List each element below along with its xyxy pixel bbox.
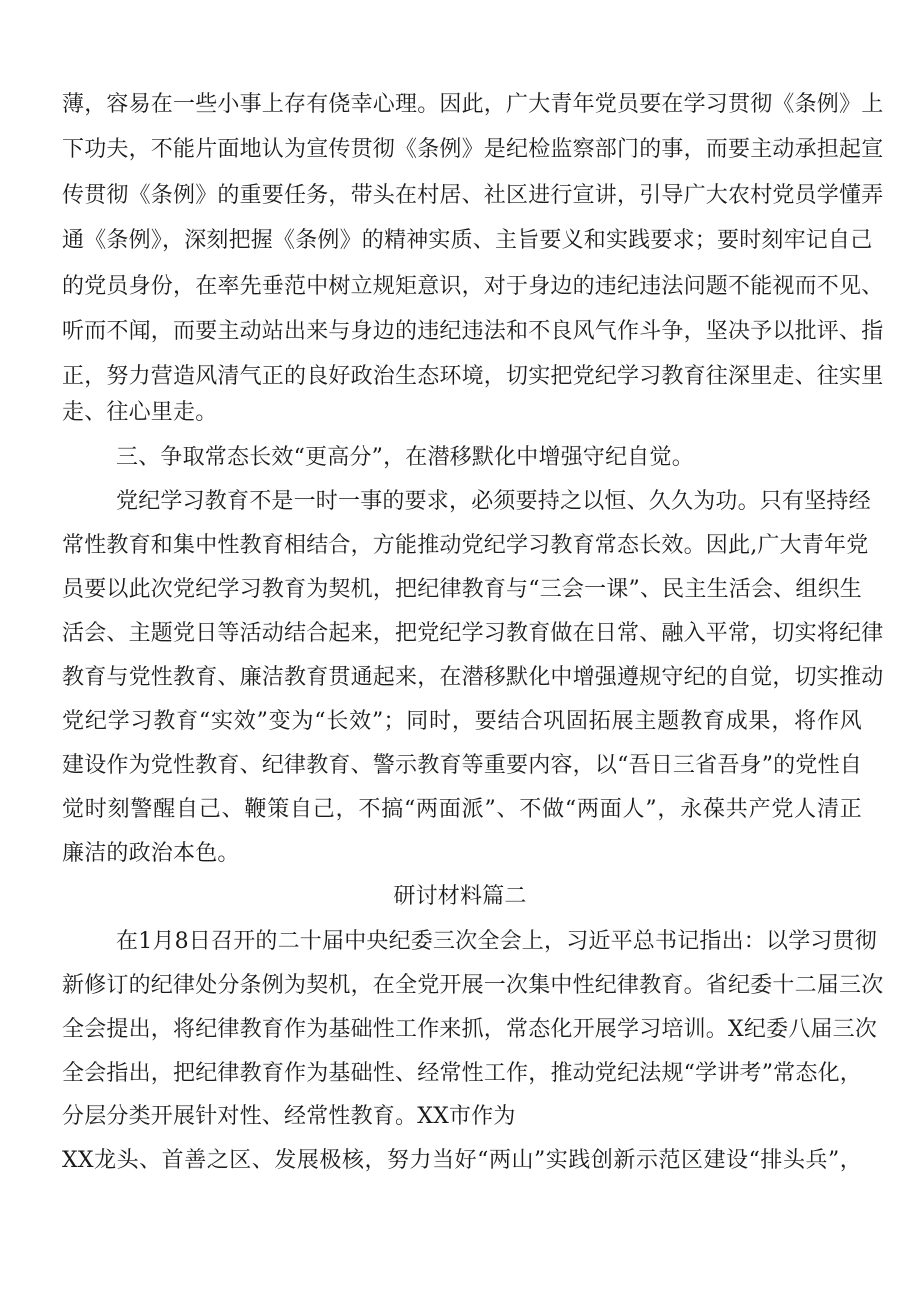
- text-line: 党纪学习教育“实效”变为“长效”；同时，要结合巩固拓展主题教育成果，将作风: [62, 709, 862, 734]
- text-line: 新修订的纪律处分条例为契机，在全党开展一次集中性纪律教育。省纪委十二届三次: [62, 973, 884, 998]
- text-line: 在1月8日召开的二十届中央纪委三次全会上，习近平总书记指出：以学习贯彻: [116, 929, 877, 954]
- section-title: 研讨材料篇二: [393, 884, 527, 909]
- text-line: 听而不闻，而要主动站出来与身边的违纪违法和不良风气作斗争，坚决予以批评、指: [62, 319, 884, 344]
- text-line: 常性教育和集中性教育相结合，方能推动党纪学习教育常态长效。因此,广大青年党: [62, 533, 869, 558]
- text-line: 全会提出，将纪律教育作为基础性工作来抓，常态化开展学习培训。X纪委八届三次: [62, 1017, 878, 1042]
- text-line: 正，努力营造风清气正的良好政治生态环境，切实把党纪学习教育往深里走、往实里: [62, 364, 884, 389]
- text-line: 传贯彻《条例》的重要任务，带头在村居、社区进行宣讲，引导广大农村党员学懂弄: [62, 183, 884, 208]
- text-line: 建设作为党性教育、纪律教育、警示教育等重要内容，以“吾日三省吾身”的党性自: [62, 753, 862, 778]
- text-line: 走、往心里走。: [62, 400, 218, 425]
- text-line: 通《条例》，深刻把握《条例》的精神实质、主旨要义和实践要求；要时刻牢记自己: [62, 228, 873, 253]
- text-line: 廉洁的政治本色。: [62, 841, 240, 866]
- text-line: 薄，容易在一些小事上存有侥幸心理。因此，广大青年党员要在学习贯彻《条例》上: [62, 92, 884, 117]
- text-line: 员要以此次党纪学习教育为契机，把纪律教育与“三会一课”、民主生活会、组织生: [62, 577, 862, 602]
- text-line: 的党员身份，在率先垂范中树立规矩意识，对于身边的违纪违法问题不能视而不见、: [62, 274, 884, 299]
- text-line: 活会、主题党日等活动结合起来，把党纪学习教育做在日常、融入平常，切实将纪律: [62, 621, 884, 646]
- text-line: 全会指出，把纪律教育作为基础性、经常性工作，推动党纪法规“学讲考”常态化，: [62, 1061, 862, 1086]
- text-line: 觉时刻警醒自己、鞭策自己，不搞“两面派”、不做“两面人”，永葆共产党人清正: [62, 797, 862, 822]
- text-line: 党纪学习教育不是一时一事的要求，必须要持之以恒、久久为功。只有坚持经: [116, 489, 871, 514]
- section-heading: 三、争取常态长效“更高分”，在潜移默化中增强守纪自觉。: [116, 445, 694, 470]
- text-line: 下功夫，不能片面地认为宣传贯彻《条例》是纪检监察部门的事，而要主动承担起宣: [62, 137, 884, 162]
- text-line: 分层分类开展针对性、经常性教育。XX市作为: [62, 1104, 516, 1129]
- text-line: 教育与党性教育、廉洁教育贯通起来，在潜移默化中增强遵规守纪的自觉，切实推动: [62, 665, 884, 690]
- text-line: XX龙头、首善之区、发展极核，努力当好“两山”实践创新示范区建设“排头兵”，: [62, 1148, 862, 1173]
